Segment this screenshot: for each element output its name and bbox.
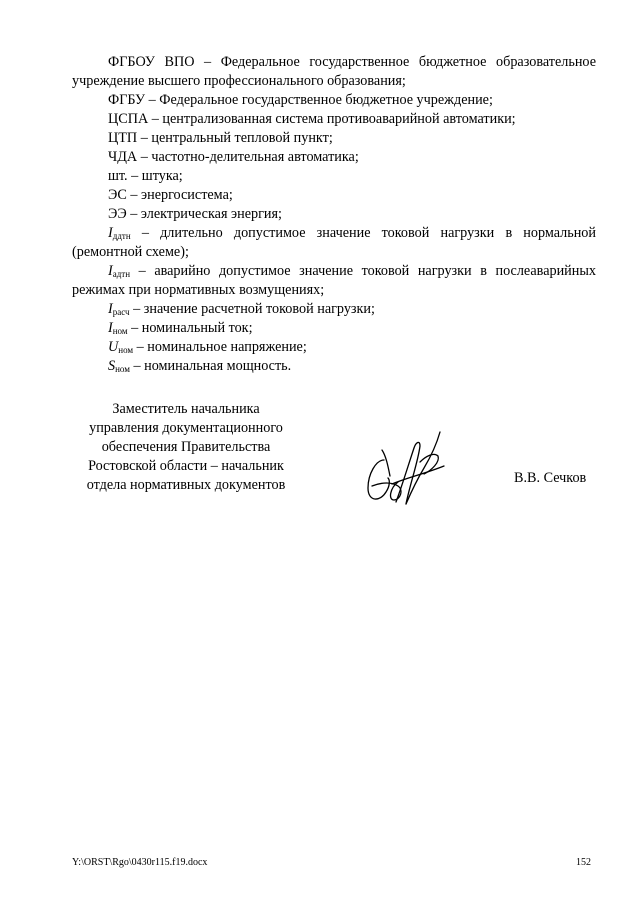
symbol-subscript: расч [112,307,130,317]
symbol: I [108,225,113,241]
signer-title-line: обеспечения Правительства [101,439,271,455]
abbreviation-item-continuation: режимах при нормативных возмущениях; [72,282,325,298]
symbol: I [108,301,113,317]
abbreviation-item: ЭЭ – электрическая энергия; [108,206,282,222]
abbreviation-item-continuation: учреждение высшего профессионального образования; [72,73,406,89]
symbol: I [108,263,113,279]
symbol-subscript: ном [118,345,134,355]
symbol: S [108,358,116,374]
footer-file-path: Y:\ORST\Rgo\0430r115.f19.docx [72,857,208,868]
signer-title-line: Ростовской области – начальник [88,458,284,474]
abbreviation-definition: – значение расчетной токовой нагрузки; [129,301,375,317]
symbol-subscript: ном [112,326,128,336]
abbreviation-item [72,224,596,243]
abbreviation-item [72,338,596,357]
abbreviation-item: шт. – штука; [108,168,183,184]
page-number: 152 [576,857,591,868]
abbreviation-definition: – номинальная мощность. [129,358,292,374]
symbol: U [108,339,119,355]
signer-title-line: управления документационного [89,420,283,436]
symbol-subscript: адтн [112,269,131,279]
abbreviation-item: ЭС – энергосистема; [108,187,233,203]
symbol-subscript: ддтн [112,231,131,241]
abbreviation-item: ЧДА – частотно-делительная автоматика; [108,149,359,165]
signer-title-line: Заместитель начальника [112,401,260,417]
abbreviation-item: ЦСПА – централизованная система противоаварийной автоматики; [108,111,516,127]
handwritten-signature [362,426,448,510]
abbreviation-definition: – длительно допустимое значение токовой нагрузки в нормальной [130,225,596,241]
abbreviation-definition: – номинальный ток; [127,320,253,336]
abbreviation-list [72,53,596,376]
abbreviation-item [72,262,596,281]
abbreviation-item: ФГБУ – Федеральное государственное бюджетное учреждение; [108,92,493,108]
symbol: I [108,320,113,336]
abbreviation-definition: – аварийно допустимое значение токовой нагрузки в послеаварийных [130,263,596,279]
abbreviation-item-continuation: (ремонтной схеме); [72,244,189,260]
abbreviation-item [72,357,596,376]
signer-name: В.В. Сечков [514,470,587,486]
abbreviation-item: ФГБОУ ВПО – Федеральное государственное бюджетное образовательное [108,54,596,70]
signer-title [70,400,302,495]
signer-title-line: отдела нормативных документов [86,477,286,493]
abbreviation-definition: – номинальное напряжение; [133,339,307,355]
abbreviation-item: ЦТП – центральный тепловой пункт; [108,130,333,146]
abbreviation-item [72,319,596,338]
symbol-subscript: ном [115,364,130,374]
abbreviation-item [72,300,596,319]
